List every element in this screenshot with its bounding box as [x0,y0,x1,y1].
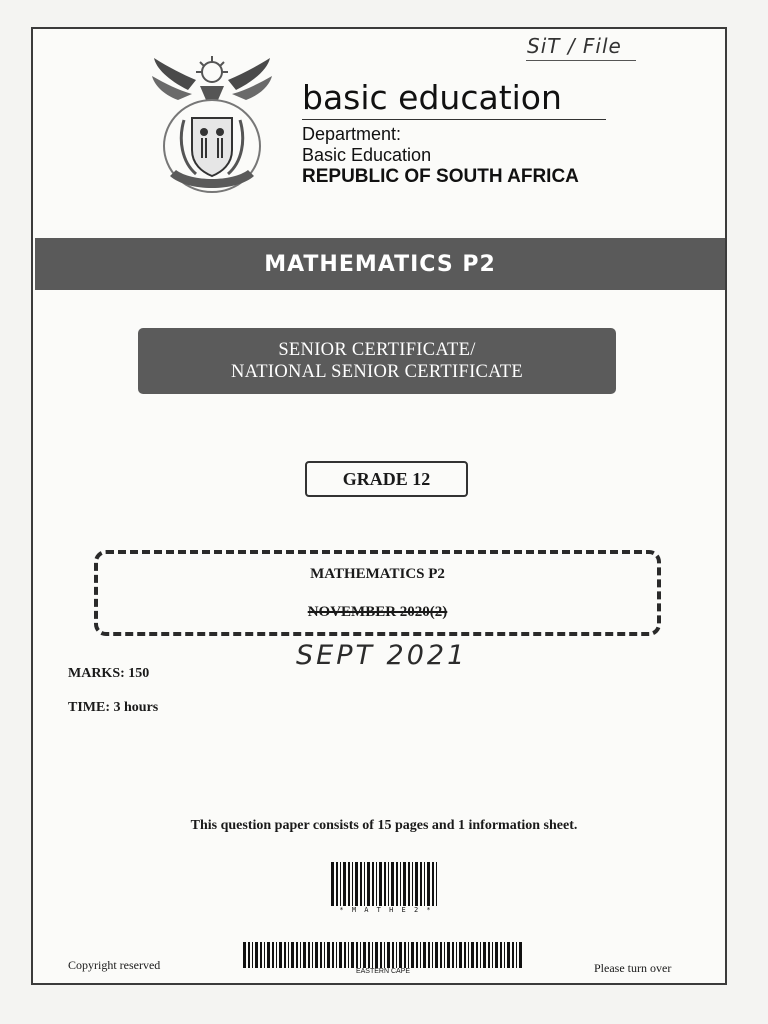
exam-info-box [94,550,661,636]
barcode-bar [400,862,401,906]
barcode-bar [296,942,298,968]
barcode-bar [284,942,286,968]
barcode-bar [384,862,386,906]
barcode-bar [411,942,414,968]
barcode-bar [416,942,418,968]
barcode-bar [324,942,325,968]
barcode-bar [507,942,510,968]
certificate-line-2: NATIONAL SENIOR CERTIFICATE [230,362,523,382]
handwritten-exam-date: SEPT 2021 [296,640,468,671]
barcode-bar [375,942,378,968]
barcode-bar [415,862,418,906]
barcode-bar [336,862,338,906]
barcode-bar [243,942,246,968]
barcode-bar [315,942,318,968]
barcode-bar [444,942,445,968]
barcode-bar [276,942,277,968]
barcode-bar [343,862,346,906]
barcode-bottom [243,942,523,968]
barcode-bar [279,942,282,968]
barcode-bar [403,862,406,906]
barcode-bar [432,942,433,968]
barcode-bar [459,942,462,968]
barcode-bar [391,862,394,906]
country-name: REPUBLIC OF SOUTH AFRICA [302,166,579,187]
barcode-bar [408,862,410,906]
barcode-bottom-caption: EASTERN CAPE [355,968,411,975]
barcode-bar [372,862,374,906]
barcode-bar [404,942,406,968]
barcode-bar [348,942,349,968]
barcode-bar [300,942,301,968]
barcode-bar [420,862,422,906]
barcode-bar [351,942,354,968]
barcode-bar [396,862,398,906]
barcode-bar [364,862,365,906]
barcode-bar [428,942,430,968]
barcode-bar [379,862,382,906]
handwritten-note: SiT / File [527,34,622,58]
barcode-bar [360,942,361,968]
barcode-bar [267,942,270,968]
banner-title: MATHEMATICS P2 [264,251,496,277]
barcode-bar [331,862,334,906]
barcode-bar [255,942,258,968]
barcode-bar [504,942,505,968]
barcode-bar [332,942,334,968]
barcode-bar [339,942,342,968]
barcode-bar [435,942,438,968]
barcode-bar [392,942,394,968]
barcode-bar [355,862,358,906]
barcode-bar [483,942,486,968]
barcode-bar [312,942,313,968]
department-block [302,124,579,187]
barcode-bar [492,942,493,968]
barcode-bar [288,942,289,968]
department-label: Department: [302,124,402,144]
barcode-bar [348,862,350,906]
barcode-bar [336,942,337,968]
coat-of-arms-icon [148,50,276,198]
pages-note: This question paper consists of 15 pages and 1 information sheet. [190,818,578,833]
barcode-bar [368,942,370,968]
barcode-top-caption: * M A T H E 2 * [339,906,433,914]
handwritten-underline [526,60,636,61]
barcode-bar [320,942,322,968]
barcode-bar [252,942,253,968]
barcode-bar [380,942,382,968]
barcode-bar [272,942,274,968]
barcode-bar [456,942,457,968]
barcode-bar [440,942,442,968]
barcode-bar [512,942,514,968]
turn-over-notice: Please turn over [594,961,672,975]
brand-divider [302,119,606,120]
barcode-bar [452,942,454,968]
barcode-bar [476,942,478,968]
barcode-bar [340,862,341,906]
barcode-bar [427,862,430,906]
barcode-bar [303,942,306,968]
barcode-bar [344,942,346,968]
barcode-bar [519,942,522,968]
copyright-notice: Copyright reserved [68,958,161,972]
barcode-bar [424,862,425,906]
subject-banner [35,238,725,290]
brand-wordmark: basic education [302,78,562,117]
barcode-bar [436,862,437,906]
barcode-bar [464,942,466,968]
barcode-bar [264,942,265,968]
barcode-bar [396,942,397,968]
barcode-bar [447,942,450,968]
barcode-bar [420,942,421,968]
barcode-bar [356,942,358,968]
barcode-bar [308,942,310,968]
barcode-bar [360,862,362,906]
struck-exam-date: NOVEMBER 2020(2) [307,604,448,620]
barcode-bar [363,942,366,968]
barcode-bar [388,862,389,906]
barcode-bar [291,942,294,968]
barcode-bar [260,942,262,968]
barcode-bar [327,942,330,968]
exam-subject: MATHEMATICS P2 [310,566,445,582]
barcode-bar [516,942,517,968]
barcode-bar [423,942,426,968]
department-name: Basic Education [302,145,432,165]
time-label: TIME: 3 hours [68,700,159,715]
barcode-bar [367,862,370,906]
certificate-line-1: SENIOR CERTIFICATE/ [278,340,476,360]
certificate-box [138,328,616,394]
barcode-bar [399,942,402,968]
barcode-bar [471,942,474,968]
barcode-bar [500,942,502,968]
barcode-bar [372,942,373,968]
barcode-bar [248,942,250,968]
barcode-top [331,862,441,908]
barcode-bar [495,942,498,968]
barcode-bar [352,862,353,906]
barcode-bar [387,942,390,968]
barcode-bar [480,942,481,968]
grade-box: GRADE 12 [305,461,468,497]
barcode-bar [408,942,409,968]
barcode-bar [468,942,469,968]
barcode-bar [488,942,490,968]
marks-label: MARKS: 150 [68,666,150,681]
barcode-bar [384,942,385,968]
barcode-bar [376,862,377,906]
barcode-bar [432,862,434,906]
barcode-bar [412,862,413,906]
